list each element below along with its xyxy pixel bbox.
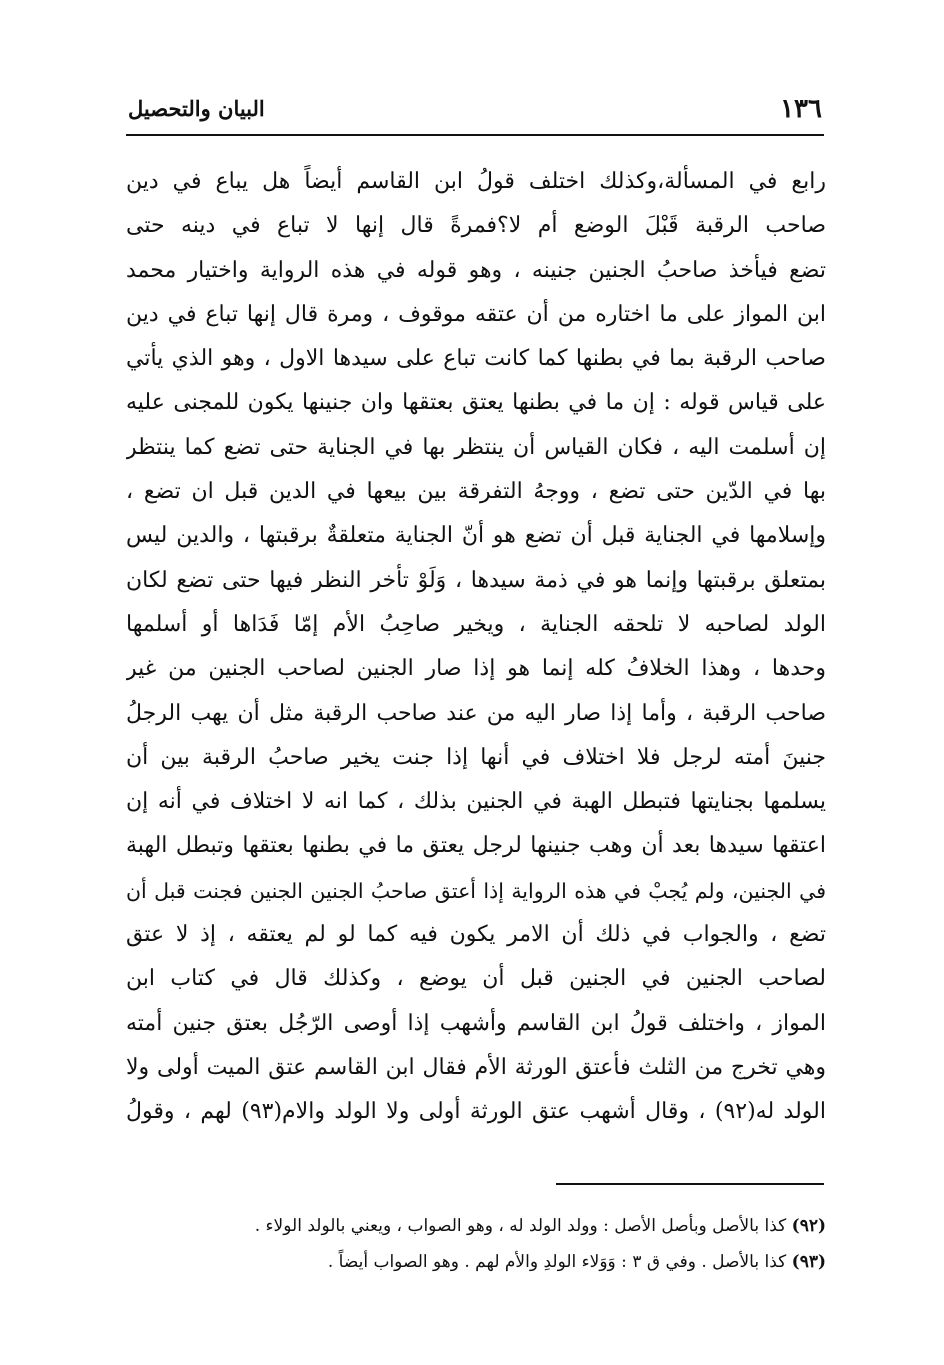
- text-line: تضع فيأخذ صاحبُ الجنين جنينه ، وهو قوله في هذه الرواية واختيار محمد: [126, 257, 826, 283]
- text-line: بمتعلق برقبتها وإنما هو في ذمة سيدها ، وَلَوْ تأخر النظر فيها حتى تضع لكان: [126, 567, 826, 593]
- text-line: لصاحب الجنين في الجنين قبل أن يوضع ، وكذلك قال في كتاب ابن: [126, 966, 826, 992]
- text-line: صاحب الرقبة بما في بطنها كما كانت تباع على سيدها الاول ، وهو الذي يأتي: [126, 346, 826, 372]
- text-line: في الجنين، ولم يُجبْ في هذه الرواية إذا أعتق صاحبُ الجنين الجنين فجنت قبل أن: [126, 878, 826, 903]
- text-line: رابع في المسألة،وكذلك اختلف قولُ ابن القاسم أيضاً هل يباع في دين: [126, 169, 826, 194]
- text-line: يسلمها بجنايتها فتبطل الهبة في الجنين بذلك ، كما انه لا اختلاف في أنه إن: [126, 789, 826, 815]
- text-line: اعتقها سيدها بعد أن وهب جنينها لرجل يعتق ما في بطنها بعتقها وتبطل الهبة: [126, 833, 826, 859]
- footnote-number: (٩٣): [791, 1252, 826, 1272]
- text-line: الولد له(٩٢) ، وقال أشهب عتق الورثة أولى ولا الولد والام(٩٣) لهم ، وقولُ: [126, 1099, 826, 1125]
- page-number: ١٣٦: [780, 94, 822, 124]
- footnote-number: (٩٢): [791, 1216, 826, 1236]
- footnote: [150, 1244, 826, 1280]
- text-line: تضع ، والجواب في ذلك أن الامر يكون فيه كما لو لم يعتقه ، إذ لا عتق: [126, 922, 826, 948]
- footnote: [150, 1208, 826, 1244]
- text-line: إن أسلمت اليه ، فكان القياس أن ينتظر بها في الجناية حتى تضع كما ينتظر: [126, 434, 826, 460]
- text-line: صاحب الرقبة قَبْلَ الوضع أم لا؟فمرةً قال إنها لا تباع في دينه حتى: [126, 213, 826, 239]
- text-line: جنينَ أمته لرجل فلا اختلاف في أنها إذا جنت يخير صاحبُ الرقبة بين أن: [126, 744, 826, 770]
- text-line: المواز ، واختلف قولُ ابن القاسم وأشهب إذا أوصى الرّجُل بعتق جنين أمته: [126, 1010, 826, 1036]
- text-line: الولد لصاحبه لا تلحقه الجناية ، ويخير صاحِبُ الأم إمّا فَدَاها أو أسلمها: [126, 611, 826, 637]
- footnotes: [150, 1208, 826, 1280]
- page-header: [128, 92, 822, 132]
- text-line: على قياس قوله : إن ما في بطنها يعتق بعتقها وان جنينها يكون للمجنى عليه: [126, 390, 826, 416]
- text-line: وحدها ، وهذا الخلافُ كله إنما هو إذا صار الجنين لصاحب الجنين من غير: [126, 656, 826, 682]
- header-rule: [126, 134, 824, 136]
- text-line: بها في الدّين حتى تضع ، ووجهُ التفرقة بين بيعها في الدين قبل ان تضع ،: [126, 479, 826, 505]
- text-line: ابن المواز على ما اختاره من أن عتقه موقوف ، ومرة قال إنها تباع في دين: [126, 301, 826, 327]
- footnote-text: كذا بالأصل وبأصل الأصل : وولد الولد له ، وهو الصواب ، ويعني بالولد الولاء .: [254, 1216, 787, 1236]
- text-line: وهي تخرج من الثلث فأعتق الورثة الأم فقال ابن القاسم عتق الميت أولى ولا: [126, 1054, 826, 1080]
- running-title: البيان والتحصيل: [128, 96, 265, 121]
- text-line: صاحب الرقبة ، وأما إذا صار اليه من عند صاحب الرقبة مثل أن يهب الرجلُ: [126, 700, 826, 726]
- body-text: [126, 160, 826, 1135]
- footnote-rule: [556, 1183, 824, 1185]
- text-line: وإسلامها في الجناية قبل أن تضع هو أنّ الجناية متعلقةٌ برقبتها ، والدين ليس: [126, 523, 826, 549]
- footnote-text: كذا بالأصل . وفي ق ٣ : وَوَلاء الولدِ والأم لهم . وهو الصواب أيضاً .: [327, 1252, 787, 1272]
